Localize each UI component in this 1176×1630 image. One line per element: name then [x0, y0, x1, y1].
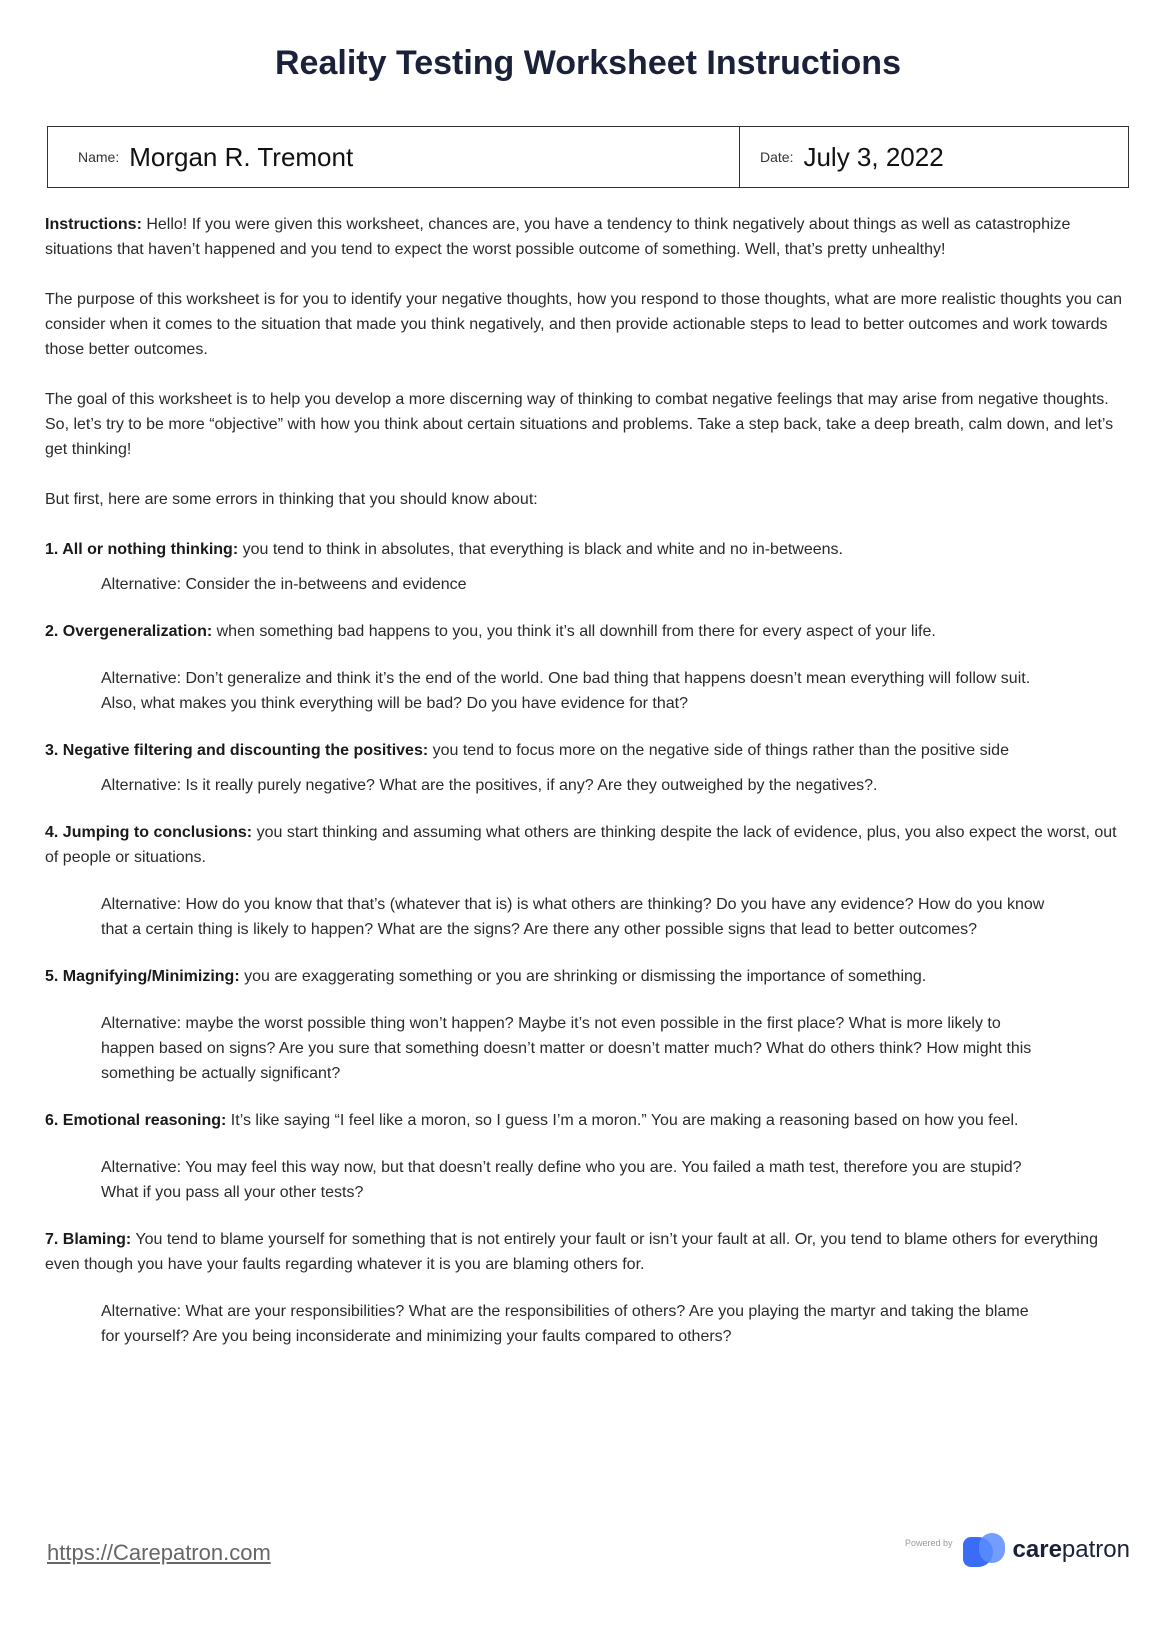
name-cell [48, 127, 740, 187]
error-alternative: Alternative: You may feel this way now, but that doesn’t really define who you are. You failed a math test, therefore you are stupid? What if you pass all your other tests? [101, 1159, 1022, 1201]
error-alternative: Alternative: Don’t generalize and think it’s the end of the world. One bad thing that happens doesn’t mean everything will follow suit. Also, what makes you think everything will be bad? Do you have evidence for that? [101, 670, 1031, 712]
brand-name [1013, 1536, 1130, 1564]
powered-by-text: Powered by [905, 1538, 953, 1548]
error-alternative: Alternative: How do you know that that’s (whatever that is) is what others are thinking? Do you have any evidence? How do you know that a certain thing is likely to happen? What are the signs? Are there any other possible signs that lead to better outcomes? [101, 896, 1045, 938]
error-title: 5. Magnifying/Minimizing: [45, 968, 240, 985]
goal-paragraph: The goal of this worksheet is to help you develop a more discerning way of thinking to combat negative feelings that may arise from negative thoughts. So, let’s try to be more “objective” with how you think about certain situations and problems. Take a step back, take a deep breath, calm down, and let’s get thinking! [45, 391, 1114, 458]
instructions-label: Instructions: [45, 216, 142, 233]
date-label: Date: [760, 149, 794, 165]
worksheet-content [45, 212, 1130, 1349]
error-title: 4. Jumping to conclusions: [45, 824, 253, 841]
carepatron-link[interactable]: https://Carepatron.com [47, 1540, 271, 1565]
error-description: you start thinking and assuming what others are thinking despite the lack of evidence, plus, you also expect the worst, out of people or situations. [45, 824, 1117, 866]
error-alternative: Alternative: Consider the in-betweens and evidence [101, 576, 467, 593]
carepatron-brand [905, 1533, 1130, 1567]
error-item [45, 619, 1130, 644]
info-box [47, 126, 1129, 188]
instructions-text: Hello! If you were given this worksheet, chances are, you have a tendency to think negatively about things as well as catastrophize situations that haven’t happened and you tend to expect the worst possible outcome of something. Well, that’s pretty unhealthy! [45, 216, 1071, 258]
carepatron-logo-icon [963, 1533, 1007, 1567]
page-title: Reality Testing Worksheet Instructions [275, 44, 901, 82]
error-item [45, 964, 1130, 989]
name-label: Name: [78, 149, 120, 165]
date-cell [740, 127, 1128, 187]
error-description: you tend to focus more on the negative side of things rather than the positive side [428, 742, 1009, 759]
brand-name-bold: care [1012, 1536, 1062, 1563]
error-alternative: Alternative: Is it really purely negative? What are the positives, if any? Are they outweighed by the negatives?. [101, 777, 878, 794]
error-alternative: Alternative: maybe the worst possible thing won’t happen? Maybe it’s not even possible in the first place? What is more likely to happen based on signs? Are you sure that something doesn’t matter or doesn’t matter much? What do others think? How might this something be actually significant? [101, 1015, 1032, 1082]
error-item [45, 738, 1130, 763]
error-item [45, 820, 1130, 870]
brand-name-rest: patron [1061, 1536, 1130, 1563]
errors-intro: But first, here are some errors in thinking that you should know about: [45, 491, 538, 508]
error-item [45, 1227, 1130, 1277]
error-alternative: Alternative: What are your responsibilities? What are the responsibilities of others? Are you playing the martyr and taking the blame for yourself? Are you being inconsiderate and minimizing your faults compared to others? [101, 1303, 1029, 1345]
error-title: 7. Blaming: [45, 1231, 132, 1248]
error-description: It’s like saying “I feel like a moron, so I guess I’m a moron.” You are making a reasoning based on how you feel. [226, 1112, 1019, 1129]
date-value: July 3, 2022 [803, 141, 944, 172]
error-description: You tend to blame yourself for something that is not entirely your fault or isn’t your fault at all. Or, you tend to blame others for everything even though you have your faults regarding whatever it is you are blaming others for. [45, 1231, 1098, 1273]
error-description: you tend to think in absolutes, that everything is black and white and no in-betweens. [238, 541, 843, 558]
instructions-paragraph [45, 212, 1130, 262]
error-title: 1. All or nothing thinking: [45, 541, 239, 558]
name-value: Morgan R. Tremont [129, 141, 354, 172]
error-item [45, 1108, 1130, 1133]
purpose-paragraph: The purpose of this worksheet is for you to identify your negative thoughts, how you respond to those thoughts, what are more realistic thoughts you can consider when it comes to the situation that made you think negatively, and then provide actionable steps to lead to better outcomes and work towards those better outcomes. [45, 291, 1123, 358]
error-title: 2. Overgeneralization: [45, 623, 213, 640]
error-item [45, 537, 1130, 562]
error-title: 3. Negative filtering and discounting the positives: [45, 742, 429, 759]
error-title: 6. Emotional reasoning: [45, 1112, 227, 1129]
error-description: when something bad happens to you, you think it’s all downhill from there for every aspect of your life. [212, 623, 936, 640]
error-description: you are exaggerating something or you are shrinking or dismissing the importance of something. [239, 968, 927, 985]
